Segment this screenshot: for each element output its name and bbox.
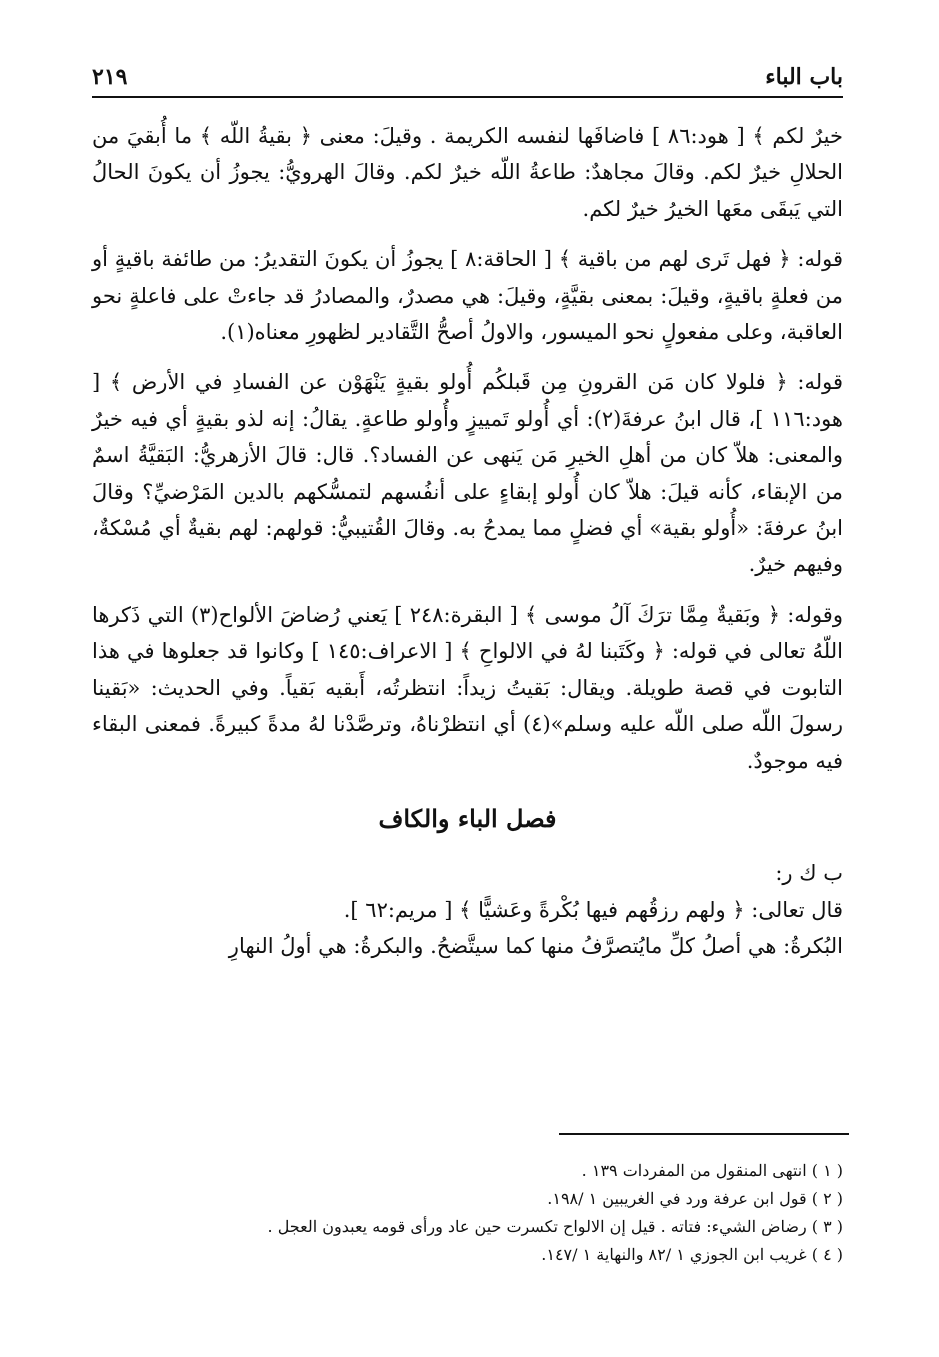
footnote: ( ٤ ) غريب ابن الجوزي ١ /٨٢ والنهاية ١ /١٤٧. (541, 1245, 843, 1264)
paragraph: قوله: ﴿ فهل تَرى لهم من باقية ﴾ [ الحاقة:٨ ] يجوزُ أن يكونَ التقديرُ: من طائفة باقيةٍ أو من فعلةٍ باقيةٍ، وقيلَ: بمعنى بقيَّةٍ، وقيلَ: هي مصدرٌ، والمصادرُ قد جاءتْ على فاعلةٍ نحو العاقبة، وعلى مفعولٍ نحو الميسور، والاولُ أصحُّ التَّقادير لظهورِ معناه(١). (92, 247, 843, 345)
footnote: ( ٣ ) رضاض الشيء: فتاته . قيل إن الالواح تكسرت حين عاد ورأى قومه يعبدون العجل . (267, 1217, 843, 1236)
footnotes (92, 1157, 843, 1269)
paragraph: وقوله: ﴿ وبَقيةٌ مِمَّا ترَكَ آلُ موسى ﴾ [ البقرة:٢٤٨ ] يَعني رُضاضَ الألواح(٣) التي ذَكرها اللّهُ تعالى في قوله: ﴿ وكَتَبنا لهُ في الالواحِ ﴾ [ الاعراف:١٤٥ ] وكانوا قد جعلوها في هذا التابوت في قصة طويلة. ويقال: بَقيتُ زيداً: انتظرتُه، أَبقيه بَقياً. وفي الحديث: «بَقينا رسولَ اللّه صلى اللّه عليه وسلم»(٤) أي انتظرْناهُ، وترصَّدْنا لهُ مدةً كبيرةً. فمعنى البقاء فيه موجودٌ. (92, 602, 843, 773)
paragraph: البُكرةُ: هي أصلُ كلِّ مايُتصرَّفُ منها كما سيتَّضحُ. والبكرةُ: هي أولُ النهارِ (228, 934, 843, 959)
header-divider (92, 96, 843, 98)
paragraph: قال تعالى: ﴿ ولهم رزقُهم فيها بُكْرةً وعَشيًّا ﴾ [ مريم:٦٢ ]. (343, 897, 843, 922)
section-heading: فصل الباء والكاف (378, 803, 557, 833)
main-text (92, 118, 843, 965)
page-number: ٢١٩ (92, 64, 128, 90)
footnote: ( ١ ) انتهى المنقول من المفردات ١٣٩ . (581, 1161, 843, 1180)
root-heading: ب ك ر: (775, 861, 843, 886)
paragraph: خيرٌ لكم ﴾ [ هود:٨٦ ] فاضافَها لنفسه الكريمة . وقيلَ: معنى ﴿ بقيةُ اللّه ﴾ ما أُبقيَ من الحلالِ خيرٌ لكم. وقالَ مجاهدٌ: طاعةُ اللّه خيرٌ لكم. وقالَ الهرويُّ: يجوزُ أن يكونَ الحالُ التي يَبقَى معَها الخيرُ خيرٌ لكم. (92, 124, 843, 221)
footnote: ( ٢ ) قول ابن عرفة ورد في الغريبين ١ /١٩٨. (547, 1189, 843, 1208)
page-header (92, 60, 843, 94)
chapter-title: باب الباء (765, 64, 843, 90)
footnote-divider (559, 1133, 849, 1135)
paragraph: قوله: ﴿ فلولا كان مَن القرونِ مِن قَبلكُم أُولو بقيةٍ يَنْهَوْن عن الفسادِ في الأرض ﴾ [ هود:١١٦ ]، قال ابنُ عرفةَ(٢): أي أُولو تَمييزٍ وأُولو طاعةٍ. يقالُ: إنه لذو بقيةٍ أي فيه خيرٌ والمعنى: هلاّ كان من أهلِ الخيرِ مَن يَنهى عن الفساد؟. قال: قالَ الأزهريُّ: البَقيَّةُ اسمٌ من الإبقاء، كأنه قيلَ: هلاّ كان أُولو إبقاءٍ على أنفُسهم لتمسُّكهم بالدين المَرْضيِّ؟ وقالَ ابنُ عرفةَ: «أُولو بقية» أي فضلٍ مما يمدحُ به. وقالَ القُتيبيُّ: قولهم: لهم بقيةٌ أي مُسْكةٌ، وفيهم خيرٌ. (92, 370, 843, 577)
